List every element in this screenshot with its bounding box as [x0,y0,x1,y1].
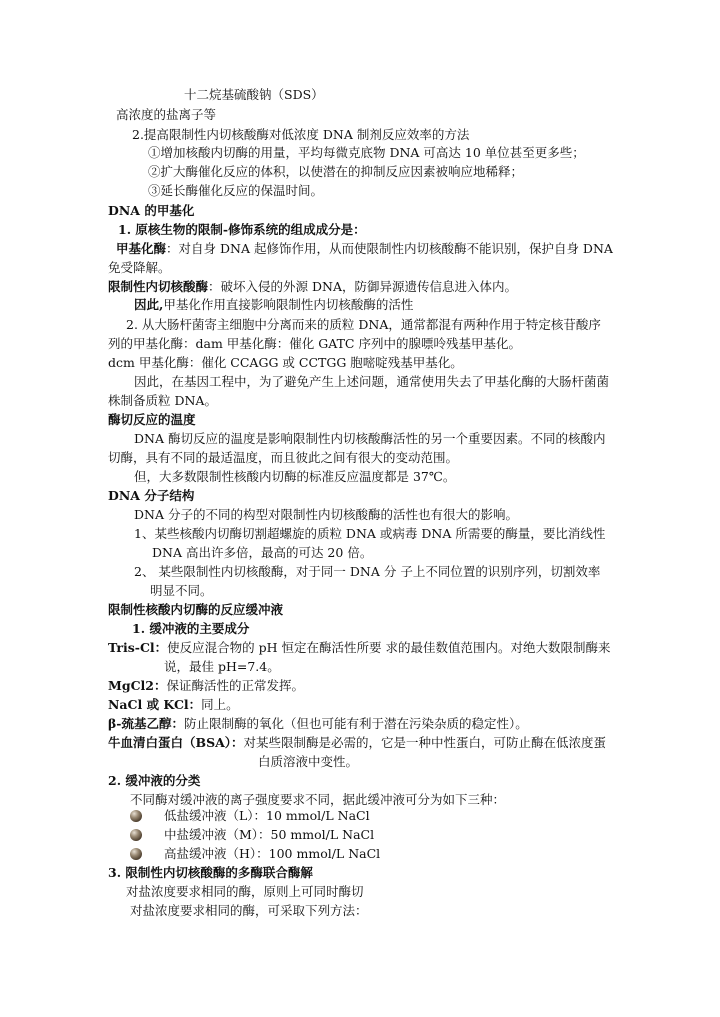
text-line: 对盐浓度要求相同的酶，原则上可同时酶切 [126,884,364,899]
list-item: 高盐缓冲液（H）：100 mmol/L NaCl [164,846,381,861]
text-line: 不同酶对缓冲液的离子强度要求不同，据此缓冲液可分为如下三种： [130,792,506,807]
text-line: 对盐浓度要求相同的酶，可采取下列方法： [130,903,368,918]
definition: ：破坏入侵的外源 DNA，防御异源遗传信息进入体内。 [208,279,517,294]
term: 牛血清白蛋白（BSA）： [108,735,244,750]
term: NaCl 或 KCl： [108,697,202,712]
text-line [108,715,528,733]
text-line: 列的甲基化酶：dam 甲基化酶：催化 GATC 序列中的腺嘌呤残基甲基化。 [108,336,521,351]
text-line: 但，大多数限制性核酸内切酶的标准反应温度都是 37℃。 [134,469,456,484]
text-line [134,296,413,314]
text-line: ②扩大酶催化反应的体积，以使潜在的抑制反应因素被响应地稀释； [148,164,524,179]
section-heading: 限制性核酸内切酶的反应缓冲液 [108,602,284,617]
text-line: ③延长酶催化反应的保温时间。 [148,183,324,198]
term: 因此, [134,297,164,312]
bullet-icon [130,810,142,822]
text-line: 明显不同。 [150,583,213,598]
text-line [108,677,304,695]
list-item: 低盐缓冲液（L）：10 mmol/L NaCl [164,808,370,823]
text-line: DNA 酶切反应的温度是影响限制性内切核酸酶活性的另一个重要因素。不同的核酸内 [134,431,606,446]
text-line: DNA 分子的不同的构型对限制性内切核酸酶的活性也有很大的影响。 [134,507,518,522]
definition: 甲基化作用直接影响限制性内切核酸酶的活性 [163,297,414,312]
term: β-巯基乙醇： [108,716,184,731]
term: MgCl2： [108,678,167,693]
text-line [108,696,239,714]
text-line: 说，最佳 pH=7.4。 [164,659,280,674]
sub-heading: 2. 缓冲液的分类 [108,773,201,788]
section-heading: DNA 的甲基化 [108,203,195,218]
bullet-icon [130,829,142,841]
sub-heading: 1. 缓冲液的主要成分 [132,621,250,636]
text-line: 免受降解。 [108,260,171,275]
text-line: 因此，在基因工程中，为了避免产生上述问题，通常使用失去了甲基化酶的大肠杆菌菌 [134,374,610,389]
section-heading: 酶切反应的温度 [108,412,196,427]
text-line: 1、某些核酸内切酶切割超螺旋的质粒 DNA 或病毒 DNA 所需要的酶量，要比消线性 [134,526,606,541]
text-line: DNA 高出许多倍，最高的可达 20 倍。 [152,545,373,560]
text-line [108,639,610,657]
text-line: 白质溶液中变性。 [258,754,359,769]
text-line: dcm 甲基化酶：催化 CCAGG 或 CCTGG 胞嘧啶残基甲基化。 [108,355,463,370]
list-item: 中盐缓冲液（M）：50 mmol/L NaCl [164,827,375,842]
definition: 同上。 [201,697,239,712]
text-line [108,734,606,752]
term: 限制性内切核酸酶 [108,279,209,294]
text-line: 株制备质粒 DNA。 [108,393,217,408]
text-line: 十二烷基硫酸钠（SDS） [184,87,324,102]
text-line: 高浓度的盐离子等 [116,107,217,122]
sub-heading: 1. 原核生物的限制-修饰系统的组成成分是： [118,222,366,237]
text-line: 2.提高限制性内切核酸酶对低浓度 DNA 制剂反应效率的方法 [132,127,470,142]
definition: ：对自身 DNA 起修饰作用，从而使限制性内切核酸酶不能识别，保护自身 DNA [166,241,613,256]
text-line: 切酶，具有不同的最适温度，而且彼此之间有很大的变动范围。 [108,450,459,465]
text-line: 2、 某些限制性内切核酸酶，对于同一 DNA 分 子上不同位置的识别序列，切割效率 [134,564,601,579]
text-line [108,278,517,296]
term: 甲基化酶 [116,241,167,256]
section-heading: DNA 分子结构 [108,488,195,503]
bullet-icon [130,848,142,860]
definition: 保证酶活性的正常发挥。 [166,678,304,693]
definition: 对某些限制酶是必需的，它是一种中性蛋白，可防止酶在低浓度蛋 [243,735,607,750]
text-line: 2. 从大肠杆菌寄主细胞中分离而来的质粒 DNA，通常都混有两种作用于特定核苷酸序 [126,317,601,332]
definition: 防止限制酶的氧化（但也可能有利于潜在污染杂质的稳定性）。 [184,716,528,731]
definition: 使反应混合物的 pH 恒定在酶活性所要 求的最佳数值范围内。对绝大数限制酶来 [167,640,611,655]
sub-heading: 3. 限制性内切核酸酶的多酶联合酶解 [108,865,313,880]
term: Tris-Cl： [108,640,168,655]
text-line: ①增加核酸内切酶的用量，平均每微克底物 DNA 可高达 10 单位甚至更多些； [148,145,585,160]
text-line [116,240,613,258]
